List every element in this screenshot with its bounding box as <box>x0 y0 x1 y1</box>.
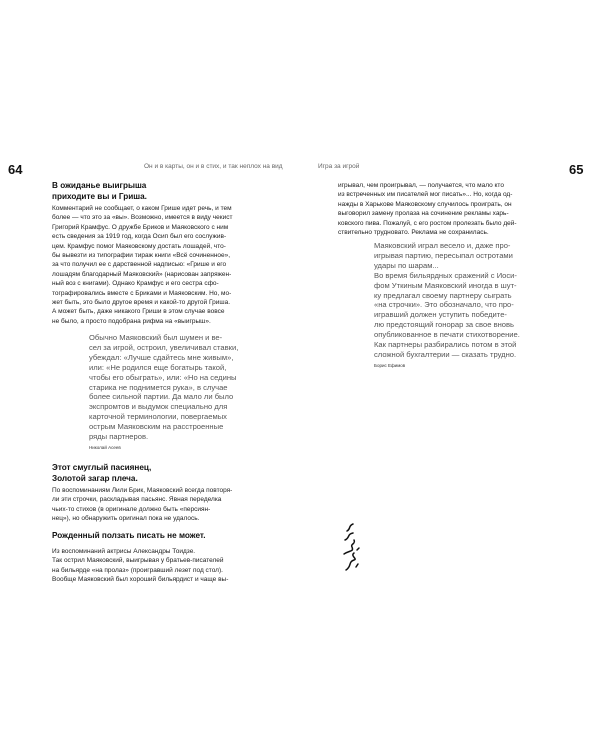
text-line: сложной бухгалтерии — сказать трудно. <box>374 349 517 359</box>
text-line: фом Уткиным Маяковский иногда в шут- <box>374 280 517 290</box>
signature-drawing <box>338 520 364 574</box>
text-line: ряды партнеров. <box>89 432 149 442</box>
text-line: Обычно Маяковский был шумен и ве- <box>89 333 223 342</box>
text-line: Рожденный ползать писать не может. <box>52 531 206 540</box>
text-line: тографировались вместе с Бриками и Маяковским. Но, мо- <box>52 289 232 297</box>
text-line: Золотой загар плеча. <box>52 473 138 483</box>
text-line: А может быть, даже никакого Гриши в этом случае вовсе <box>52 308 225 316</box>
right-running-head: Игра за игрой <box>318 163 360 170</box>
text-line: более сильной партии. Да мало ли было <box>89 392 234 402</box>
text-line: приходите вы и Гриша. <box>52 191 147 201</box>
signature-image <box>338 520 364 574</box>
text-line: старика не поднимется рука», в случае <box>89 382 228 392</box>
text-line: Комментарий не сообщает, о каком Грише идет речь, и тем <box>52 205 232 212</box>
text-line: не было, а просто подобрана рифма на «выигрыш». <box>52 317 211 325</box>
text-line: Так острил Маяковский, выигрывая у братьев-писателей <box>52 557 224 565</box>
left-paragraph-2 <box>52 486 292 524</box>
text-line: убеждал: «Лучше сдайтесь мне живым», <box>89 352 234 362</box>
text-line: лошадям благодарный Маяковский» (нарисован запряжен- <box>52 270 232 278</box>
left-heading-3 <box>52 531 292 542</box>
text-line: ли эти строчки, раскладывая пасьянс. Явная переделка <box>52 496 222 504</box>
text-line: Маяковский играл весело и, даже про- <box>374 241 511 250</box>
right-page-number: 65 <box>569 162 584 177</box>
text-line: цем. Крамфус помог Маяковскому достать лошадей, что- <box>52 242 226 250</box>
text-line: опубликованное в печати стихотворение. <box>374 330 520 340</box>
text-line: карточной терминологии, повергаемых <box>89 412 227 422</box>
text-line: Вообще Маяковский был хороший бильярдист и чаще вы- <box>52 576 229 584</box>
text-line: нец»), но обнаружить оригинал пока не удалось. <box>52 515 200 523</box>
right-quote-1-attribution: Борис Ефимов <box>374 363 406 368</box>
left-page-number: 64 <box>8 162 23 177</box>
text-line: экспромтов и выдумок специально для <box>89 402 228 412</box>
text-line: ковского пива. Пожалуй, с его ростом пролезать было дей- <box>338 219 517 227</box>
text-line: нажды в Харькове Маяковскому случилось проиграть, он <box>338 200 512 208</box>
text-line: Как партнеры разбирались потом в этой <box>374 340 517 350</box>
text-line: «на строчки». Это обозначало, что про- <box>374 300 514 310</box>
text-line: По воспоминаниям Лили Брик, Маяковский всегда повторя- <box>52 487 233 494</box>
text-line: острым Маяковским на расстроенные <box>89 422 224 432</box>
text-line: из встреченных им писателей мог писать»... Но, когда од- <box>338 191 513 199</box>
text-line: чьих-то стихов (в оригинале должно быть «персиян- <box>52 505 211 513</box>
text-line: игравший должен уступить победите- <box>374 310 507 320</box>
text-line: выговорил замену пролаза на сочинение рекламы харь- <box>338 210 509 218</box>
left-running-head: Он и в карты, он и в стих, и так неплох на вид <box>144 163 283 170</box>
left-paragraph-3 <box>52 547 292 585</box>
text-line: В ожиданье выигрыша <box>52 181 147 190</box>
right-quote-1 <box>374 241 580 360</box>
text-line: игрывал, чем проигрывал, — получается, что мало кто <box>338 182 504 189</box>
text-line: Из воспоминаний актрисы Александры Тоидзе. <box>52 548 196 555</box>
left-heading-2 <box>52 463 292 484</box>
text-line: более — что это за «вы». Возможно, имеется в виду чекист <box>52 214 233 222</box>
right-paragraph-1 <box>338 181 580 237</box>
left-quote-1 <box>89 333 293 442</box>
text-line: жет быть, это было другое время и какой-то другой Гриша. <box>52 299 230 307</box>
text-line: ный воз с книгами). Однако Крамфус и его сестра сфо- <box>52 280 219 288</box>
left-quote-1-attribution: Николай Асеев <box>89 445 121 450</box>
text-line: на бильярде «на пролаз» (проигравший лезет под стол). <box>52 566 223 574</box>
text-line: игрывая партию, пересыпал остротами <box>374 250 513 260</box>
text-line: Во время бильярдных сражений с Иоси- <box>374 270 517 280</box>
text-line: чтобы его обыграть», или: «Но на седины <box>89 372 237 382</box>
text-line: ку предлагал своему партнеру сыграть <box>374 290 512 300</box>
text-line: лю предстоящий гонорар за свое вновь <box>374 320 515 330</box>
text-line: удары по шарам... <box>374 260 439 270</box>
left-paragraph-1 <box>52 204 292 326</box>
text-line: Григорий Крамфус. О дружбе Бриков и Маяковского с ним <box>52 223 229 231</box>
text-line: есть сведения за 1919 год, когда Осип был его сослужив- <box>52 233 227 241</box>
text-line: сел за игрой, остроил, увеличивал ставки, <box>89 342 239 352</box>
left-heading-1 <box>52 181 292 202</box>
text-line: ствительно трудновато. Реклама не сохранилась. <box>338 229 489 237</box>
text-line: бы вывезти из типографии тираж книги «Всё сочиненное», <box>52 252 231 260</box>
text-line: за что получил ее с дарственной надписью: «Грише и его <box>52 261 227 269</box>
text-line: или: «Не родился еще богатырь такой, <box>89 362 227 372</box>
text-line: Этот смуглый пасиянец, <box>52 463 152 472</box>
